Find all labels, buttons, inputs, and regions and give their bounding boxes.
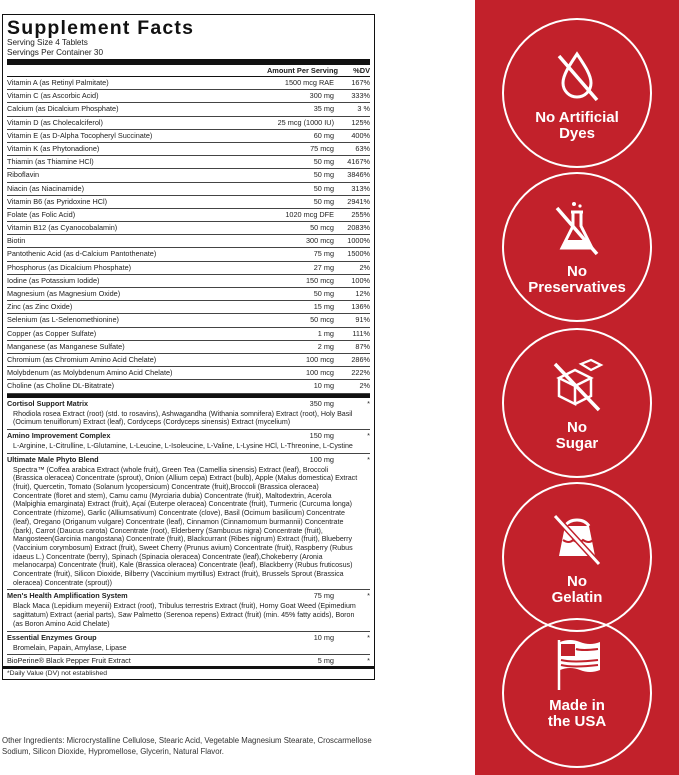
blend-dv: * xyxy=(367,430,370,440)
nutrient-dv: 167% xyxy=(351,78,370,87)
nutrient-name: Phosphorus (as Dicalcium Phosphate) xyxy=(7,262,132,272)
nutrient-row xyxy=(7,156,370,169)
nutrient-name: Vitamin B6 (as Pyridoxine HCl) xyxy=(7,196,108,206)
serving-size: Serving Size 4 Tablets xyxy=(7,38,88,47)
nutrient-name: Vitamin K (as Phytonadione) xyxy=(7,143,100,153)
nutrient-name: Calcium (as Dicalcium Phosphate) xyxy=(7,104,119,114)
badge-no-preservatives xyxy=(502,172,652,322)
nutrient-name: Pantothenic Acid (as d-Calcium Pantothenate) xyxy=(7,249,157,259)
nutrient-row xyxy=(7,328,370,341)
nutrient-name: Biotin xyxy=(7,236,26,246)
nutrient-amount: 75 mg xyxy=(313,249,334,259)
nutrient-amount: 2 mg xyxy=(317,341,334,351)
blend-section xyxy=(7,398,370,430)
nutrient-amount: 27 mg xyxy=(313,262,334,272)
badge-line2: Dyes xyxy=(559,125,595,142)
dv-header: %DV xyxy=(353,66,370,75)
badge-line1: No Artificial xyxy=(535,109,619,126)
nutrient-amount: 35 mg xyxy=(313,104,334,114)
nutrient-dv: 111% xyxy=(352,328,370,338)
blend-name: Amino Improvement Complex xyxy=(7,430,111,440)
nutrient-name: Vitamin E (as D-Alpha Tocopheryl Succinate) xyxy=(7,130,153,140)
nutrient-amount: 100 mcg xyxy=(306,354,334,364)
badge-line2: the USA xyxy=(547,713,607,730)
nutrient-amount: 15 mg xyxy=(313,302,334,312)
nutrient-amount: 50 mg xyxy=(313,157,334,167)
badge-made-in-usa xyxy=(502,618,652,768)
nutrient-dv: 136% xyxy=(351,302,370,312)
nutrient-name: Chromium (as Chromium Amino Acid Chelate) xyxy=(7,354,157,364)
nutrient-name: Selenium (as L-Selenomethionine) xyxy=(7,315,119,325)
blend-section xyxy=(7,632,370,656)
nutrient-row xyxy=(7,235,370,248)
nutrient-row xyxy=(7,380,370,393)
nutrient-name: Niacin (as Niacinamide) xyxy=(7,183,85,193)
badge-line1: Made in xyxy=(549,697,605,714)
blend-ingredients: Rhodiola rosea Extract (root) (std. to rosavins), Ashwagandha (Withania somnifera) Extract (root), Holy Basil (Ocimum tenuiflorum) Extract (leaf), Cordyceps (Cordyceps sinensis) Extract (mycelium) xyxy=(13,409,353,427)
blend-amount: 100 mg xyxy=(309,454,334,464)
nutrient-name: Thiamin (as Thiamine HCl) xyxy=(7,157,94,167)
nutrient-row xyxy=(7,90,370,103)
nutrient-row xyxy=(7,341,370,354)
nutrient-dv: 4167% xyxy=(347,157,370,167)
blend-header xyxy=(7,632,370,643)
blend-ingredients: Spectra™ (Coffea arabica Extract (whole fruit), Green Tea (Camellia sinensis) Extract (leaf), Broccoli (Brassica oleracea) Concentrate (sprout), Onion (Allium cepa) Extract (bulb), Apple (Malus domestica) Extract (fruit), Quercetin, Tomato (Solanum lycopersicum) Concentrate (fruit),Broccoli (Brassica oleracea) Concentrate (floret and stem), Camu camu (Myrciaria dubia) Concentrate (fruit), Maltodextrin, Acerola (Malpighia emarginata) Extract (fruit), Açaí (Euterpe oleracea) Concentrate (fruit), Turmeric (Curcuma longa) Concentrate (rhizome), Garlic (Alliumsativum) Concentrate (clove), Basil (Ocimum basilicum) Concentrate (leaf), Oregano (Origanum vulgare) Concentrate (leaf), Cinnamon (Cinnamomum burmannii) Concentrate (bark), Carrot (Daucus carota) Concentrate (root), Elderberry (Sambucus nigra) Concentrate (fruit), Mangosteen(Garcinia mangostana) Concentrate (fruit), Blackcurrant (Ribes nigrum) Extract (fruit), Blueberry (Vaccinium corymbosum) Extract (fruit), Sweet Cherry (Prunus avium) Concentrate (fruit), Raspberry (Rubus idaeus L.) Concentrate (berry), Spinach (Spinacia oleracea) Concentrate (leaf),Chokeberry (Aronia melanocarpa) Concentrate (fruit), Kale (Brassica oleracea) Concentrate (leaf), Blackberry (Rubus fruticosus) Concentrate (fruit), Silicon Dioxide, Bilberry (Vaccinium myrtillus) Extract (fruit), Brussels Sprout (Brassica oleracea) Concentrate (sprout)) xyxy=(13,465,358,587)
bioperine-row xyxy=(7,655,370,666)
badge-no-sugar xyxy=(502,328,652,478)
nutrient-name: Molybdenum (as Molybdenum Amino Acid Chelate) xyxy=(7,368,173,378)
blend-header xyxy=(7,454,370,465)
nutrient-dv: 2% xyxy=(359,381,370,391)
nutrient-row xyxy=(7,183,370,196)
nutrient-amount: 100 mcg xyxy=(306,368,334,378)
nutrient-name: Magnesium (as Magnesium Oxide) xyxy=(7,289,121,298)
nutrient-row xyxy=(7,169,370,182)
nutrient-dv: 2941% xyxy=(347,196,370,206)
nutrient-dv: 12% xyxy=(355,289,370,298)
nutrient-row xyxy=(7,301,370,314)
nutrient-dv: 313% xyxy=(351,183,370,193)
nutrient-dv: 91% xyxy=(355,315,370,325)
no-gelatin-icon xyxy=(547,510,607,570)
nutrient-amount: 50 mg xyxy=(313,170,334,180)
blend-amount: 10 mg xyxy=(313,632,334,642)
nutrient-amount: 25 mcg (1000 IU) xyxy=(277,117,334,127)
blend-dv: * xyxy=(367,632,370,642)
nutrient-row xyxy=(7,314,370,327)
no-drop-icon xyxy=(547,46,607,106)
blend-ingredients: L-Arginine, L-Citrulline, L-Glutamine, L-Leucine, L-Isoleucine, L-Valine, L-Lysine HCl, L-Threonine, L-Cystine xyxy=(13,441,353,450)
column-header xyxy=(7,65,370,77)
nutrient-name: Folate (as Folic Acid) xyxy=(7,209,76,219)
nutrient-amount: 50 mcg xyxy=(310,223,334,233)
badge-line1: No xyxy=(566,573,587,590)
nutrient-row xyxy=(7,103,370,116)
nutrient-dv: 286% xyxy=(351,354,370,364)
nutrient-amount: 50 mg xyxy=(313,183,334,193)
nutrient-row xyxy=(7,222,370,235)
nutrient-name: Copper (as Copper Sulfate) xyxy=(7,328,97,338)
badge-line2: Preservatives xyxy=(528,279,626,296)
amount-per-serving-header: Amount Per Serving xyxy=(266,66,338,75)
nutrient-name: Vitamin C (as Ascorbic Acid) xyxy=(7,91,99,101)
blend-name: Essential Enzymes Group xyxy=(7,632,97,642)
other-ingredients: Other Ingredients: Microcrystalline Cellulose, Stearic Acid, Vegetable Magnesium Stearate, Croscarmellose Sodium, Silicon Dioxide, Hypromellose, Glycerin, Natural Flavor. xyxy=(2,736,372,756)
blend-dv: * xyxy=(367,454,370,464)
nutrient-amount: 1500 mcg RAE xyxy=(284,78,334,87)
nutrient-row xyxy=(7,354,370,367)
nutrient-list xyxy=(7,77,370,394)
badge-line1: No xyxy=(567,263,587,280)
nutrient-dv: 3846% xyxy=(347,170,370,180)
nutrient-dv: 2083% xyxy=(347,223,370,233)
blend-section xyxy=(7,590,370,631)
nutrient-dv: 255% xyxy=(351,209,370,219)
nutrient-dv: 125% xyxy=(351,117,370,127)
blend-ingredients: Black Maca (Lepidium meyenii) Extract (root), Tribulus terrestris Extract (fruit), Horny Goat Weed (Epimedium sagittatum) Extract (aerial parts), Saw Palmetto (Serenoa repens) Extract (fruit) (min. 45% fatty acids), Boron (as Boron Amino Acid Chelate) xyxy=(13,602,356,628)
nutrient-dv: 400% xyxy=(351,130,370,140)
badge-line2: Sugar xyxy=(555,435,599,452)
nutrient-row xyxy=(7,196,370,209)
blend-amount: 150 mg xyxy=(309,430,334,440)
blend-amount: 75 mg xyxy=(313,591,334,601)
bioperine-dv: * xyxy=(367,656,370,666)
us-flag-icon xyxy=(547,634,607,694)
nutrient-name: Choline (as Choline DL-Bitatrate) xyxy=(7,381,115,391)
blend-ingredients: Bromelain, Papain, Amylase, Lipase xyxy=(13,643,127,652)
blend-name: Ultimate Male Phyto Blend xyxy=(7,454,99,464)
no-flask-icon xyxy=(547,200,607,260)
nutrient-dv: 1000% xyxy=(347,236,370,246)
nutrient-row xyxy=(7,77,370,90)
blend-amount: 350 mg xyxy=(309,398,334,408)
nutrient-amount: 60 mg xyxy=(313,130,334,140)
nutrient-dv: 63% xyxy=(355,143,370,153)
nutrient-row xyxy=(7,367,370,380)
no-sugar-cube-icon xyxy=(547,356,607,416)
servings-per-container: Servings Per Container 30 xyxy=(7,48,104,57)
supplement-facts-panel xyxy=(2,14,375,680)
claims-panel xyxy=(475,0,679,775)
blend-dv: * xyxy=(367,398,370,408)
nutrient-dv: 222% xyxy=(351,368,370,378)
nutrient-amount: 75 mcg xyxy=(310,143,334,153)
nutrient-name: Manganese (as Manganese Sulfate) xyxy=(7,341,125,351)
blend-name: Cortisol Support Matrix xyxy=(7,398,89,408)
badge-line1: No xyxy=(566,419,587,436)
blend-header xyxy=(7,430,370,441)
nutrient-amount: 1 mg xyxy=(317,328,334,338)
nutrient-row xyxy=(7,143,370,156)
blend-header xyxy=(7,398,370,409)
nutrient-name: Iodine (as Potassium Iodide) xyxy=(7,275,100,285)
nutrient-amount: 150 mcg xyxy=(306,275,334,285)
dv-footnote: *Daily Value (DV) not established xyxy=(3,666,374,679)
blend-list xyxy=(7,398,370,656)
nutrient-row xyxy=(7,288,370,301)
blend-section xyxy=(7,430,370,454)
nutrient-amount: 300 mcg xyxy=(306,236,334,246)
badge-line2: Gelatin xyxy=(551,589,603,606)
nutrient-amount: 1020 mcg DFE xyxy=(285,209,334,219)
blend-dv: * xyxy=(367,591,370,601)
nutrient-name: Vitamin A (as Retinyl Palmitate) xyxy=(7,78,109,87)
nutrient-row xyxy=(7,248,370,261)
nutrient-amount: 10 mg xyxy=(313,381,334,391)
nutrient-dv: 3 % xyxy=(357,104,370,114)
nutrient-amount: 50 mcg xyxy=(310,315,334,325)
blend-section xyxy=(7,454,370,591)
nutrient-row xyxy=(7,117,370,130)
nutrient-dv: 1500% xyxy=(347,249,370,259)
nutrient-row xyxy=(7,262,370,275)
nutrient-dv: 87% xyxy=(355,341,370,351)
badge-no-gelatin xyxy=(502,482,652,632)
blend-header xyxy=(7,590,370,601)
nutrient-dv: 333% xyxy=(351,91,370,101)
bioperine-name: BioPerine® Black Pepper Fruit Extract xyxy=(7,656,131,666)
badge-no-artificial-dyes xyxy=(502,18,652,168)
nutrient-name: Riboflavin xyxy=(7,170,40,180)
bioperine-amount: 5 mg xyxy=(317,656,334,666)
blend-name: Men's Health Amplification System xyxy=(7,591,128,601)
nutrient-amount: 300 mg xyxy=(309,91,334,101)
nutrient-amount: 50 mg xyxy=(313,289,334,298)
nutrient-name: Vitamin B12 (as Cyanocobalamin) xyxy=(7,223,118,233)
nutrient-row xyxy=(7,209,370,222)
nutrient-amount: 50 mg xyxy=(313,196,334,206)
nutrient-name: Zinc (as Zinc Oxide) xyxy=(7,302,73,312)
nutrient-name: Vitamin D (as Cholecalciferol) xyxy=(7,117,103,127)
supplement-facts-title: Supplement Facts xyxy=(7,17,195,39)
nutrient-row xyxy=(7,130,370,143)
nutrient-dv: 2% xyxy=(359,262,370,272)
nutrient-row xyxy=(7,275,370,288)
nutrient-dv: 100% xyxy=(351,275,370,285)
